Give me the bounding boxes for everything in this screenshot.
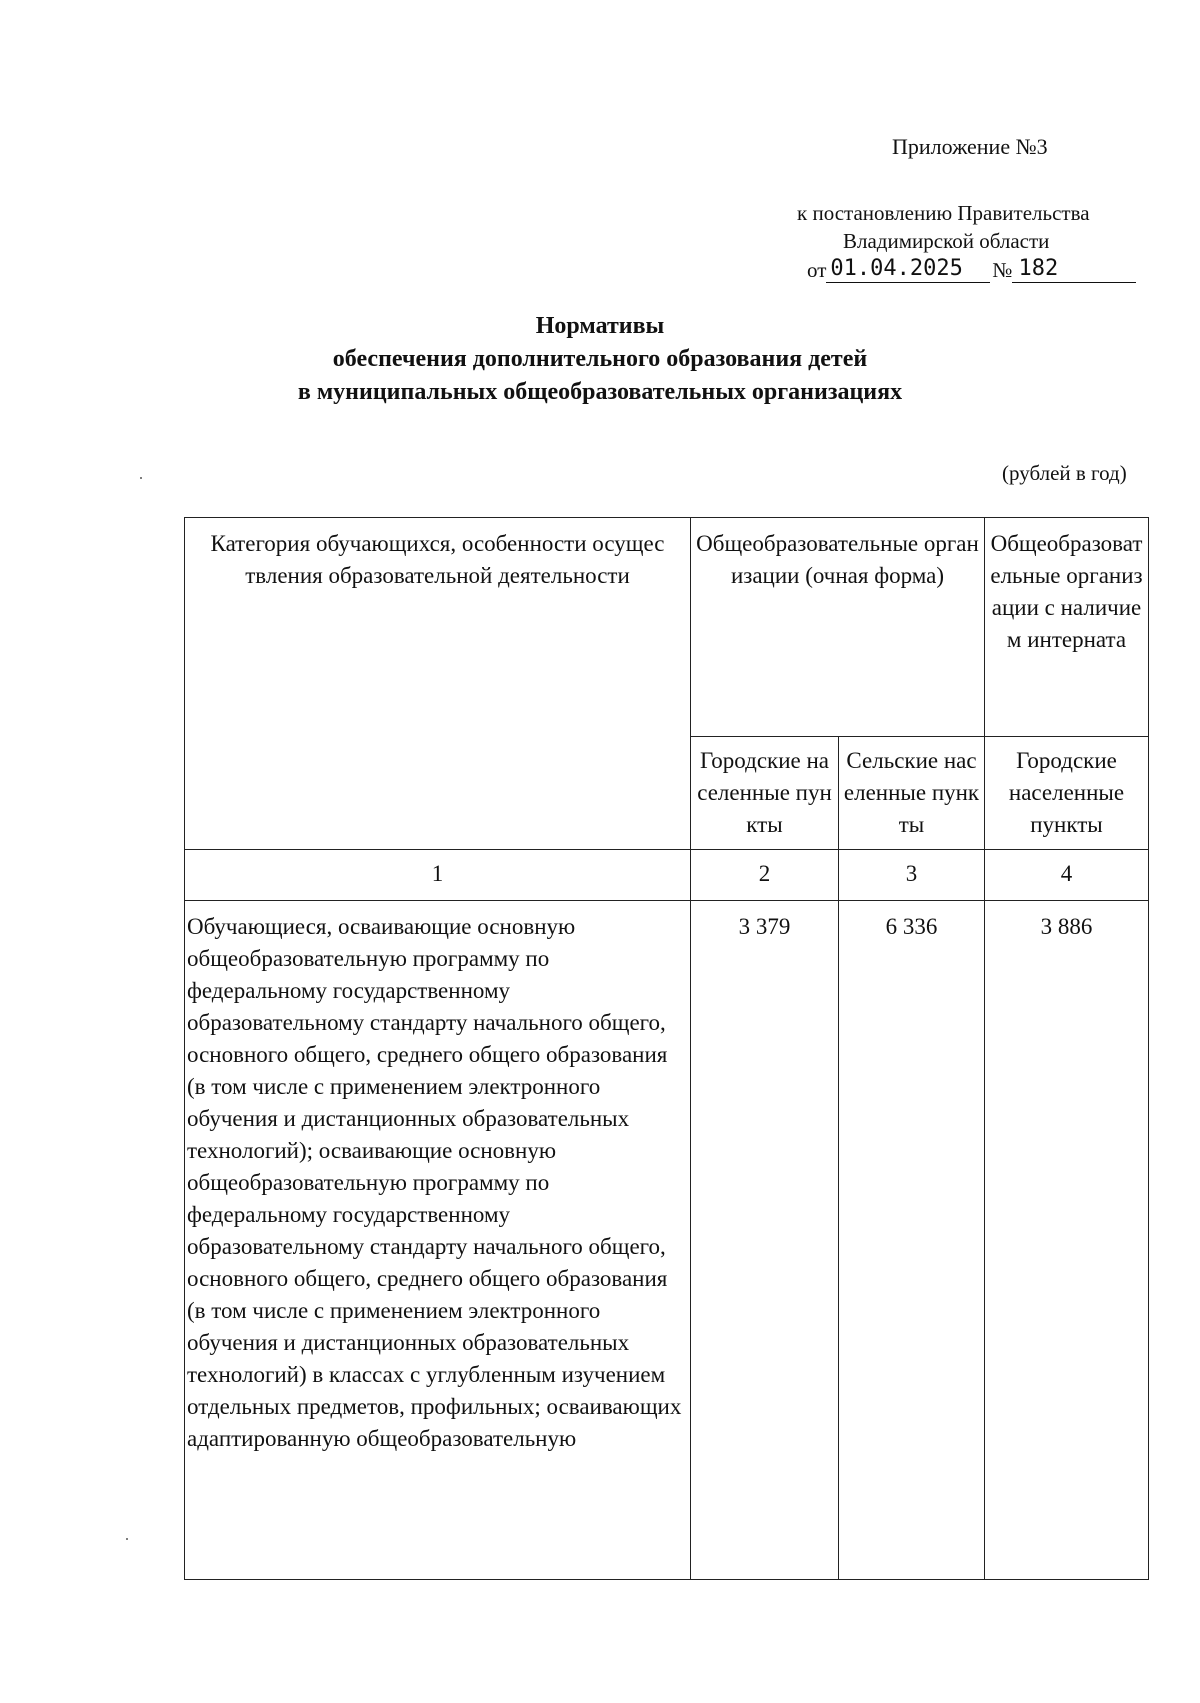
value-urban-boarding: 3 886 <box>985 901 1149 1580</box>
decree-number: 182 <box>1012 256 1136 283</box>
index-cell: 1 <box>185 850 691 901</box>
header-category <box>185 518 691 850</box>
heading-line-3: в муниципальных общеобразовательных организациях <box>297 379 903 405</box>
document-heading <box>0 310 1200 409</box>
heading-line-2: обеспечения дополнительного образования детей <box>332 346 868 372</box>
header-category-text: Категория обучающихся, особенности осуществления образовательной деятельности <box>210 531 665 588</box>
row-category: Обучающиеся, осваивающие основную общеобразовательную программу по федеральному государственному образовательному стандарту начального общего, основного общего, среднего общего образования (в том числе с применением электронного обучения и дистанционных образовательных технологий); осваивающие основную общеобразовательную программу по федеральному государственному образовательному стандарту начального общего, основного общего, среднего общего образования (в том числе с применением электронного обучения и дистанционных образовательных технологий) в классах с углубленным изучением отдельных предметов, профильных; осваивающих адаптированную общеобразовательную <box>185 901 691 1580</box>
subheader-urban-day: Городские населенные пункты <box>691 737 839 850</box>
decree-reference <box>807 256 1136 283</box>
decree-number-label: № <box>992 258 1013 282</box>
decree-line-1: к постановлению Правительства <box>797 201 1090 225</box>
value-urban-day: 3 379 <box>691 901 839 1580</box>
units-note: (рублей в год) <box>1002 461 1127 485</box>
subheader-urban-boarding: Городские населенные пункты <box>985 737 1149 850</box>
scan-speck <box>126 1538 128 1540</box>
index-cell: 4 <box>985 850 1149 901</box>
subheader-rural-day: Сельские населенные пункты <box>839 737 985 850</box>
appendix-title: Приложение №3 <box>892 134 1048 159</box>
index-cell: 2 <box>691 850 839 901</box>
heading-line-1: Нормативы <box>535 313 665 339</box>
index-cell: 3 <box>839 850 985 901</box>
header-boarding-schools: Общеобразовательные организации с наличием интерната <box>985 518 1149 737</box>
decree-line-2: Владимирской области <box>843 229 1050 253</box>
decree-from-label: от <box>807 258 827 282</box>
scan-speck <box>140 477 142 479</box>
header-day-schools: Общеобразовательные организации (очная форма) <box>691 518 985 737</box>
value-rural-day: 6 336 <box>839 901 985 1580</box>
norms-table <box>184 517 1149 1580</box>
decree-date: 01.04.2025 <box>826 256 990 283</box>
